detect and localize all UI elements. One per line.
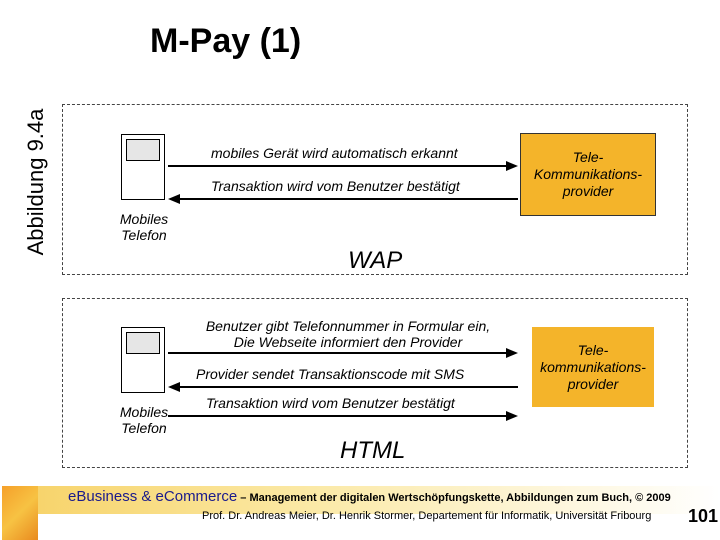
- phone-screen: [126, 332, 160, 354]
- arrow-label: Transaktion wird vom Benutzer bestätigt: [206, 395, 455, 411]
- page-title: M-Pay (1): [150, 22, 302, 60]
- arrow-right: [168, 410, 518, 422]
- arrow-label: Transaktion wird vom Benutzer bestätigt: [211, 178, 460, 194]
- phone-label: Mobiles Telefon: [119, 404, 169, 436]
- arrow-right: [168, 160, 518, 172]
- arrow-right: [168, 347, 518, 359]
- arrow-left: [168, 381, 518, 393]
- arrow-left: [168, 193, 518, 205]
- protocol-label: WAP: [348, 247, 403, 274]
- phone-icon: [121, 134, 165, 200]
- book-cover-logo: [2, 486, 38, 540]
- phone-screen: [126, 139, 160, 161]
- page-number: 101: [688, 506, 719, 526]
- phone-icon: [121, 327, 165, 393]
- provider-box: Tele- Kommunikations- provider: [520, 133, 656, 216]
- footer-brand: eBusiness & eCommerce: [68, 488, 238, 505]
- arrow-label: mobiles Gerät wird automatisch erkannt: [211, 145, 458, 161]
- arrow-label: Provider sendet Transaktionscode mit SMS: [196, 366, 465, 382]
- footer-authors: Prof. Dr. Andreas Meier, Dr. Henrik Stormer, Departement für Informatik, Universität Fribourg: [202, 510, 652, 522]
- phone-label: Mobiles Telefon: [119, 211, 169, 243]
- arrow-label: Benutzer gibt Telefonnummer in Formular ein, Die Webseite informiert den Provider: [205, 318, 491, 350]
- side-label-text: Abbildung 9.4a: [23, 108, 48, 256]
- provider-box: Tele- kommunikations- provider: [532, 327, 654, 407]
- protocol-label: HTML: [340, 437, 406, 464]
- footer-title: [68, 488, 671, 505]
- footer-subtitle: – Management der digitalen Wertschöpfungskette, Abbildungen zum Buch, © 2009: [237, 492, 671, 504]
